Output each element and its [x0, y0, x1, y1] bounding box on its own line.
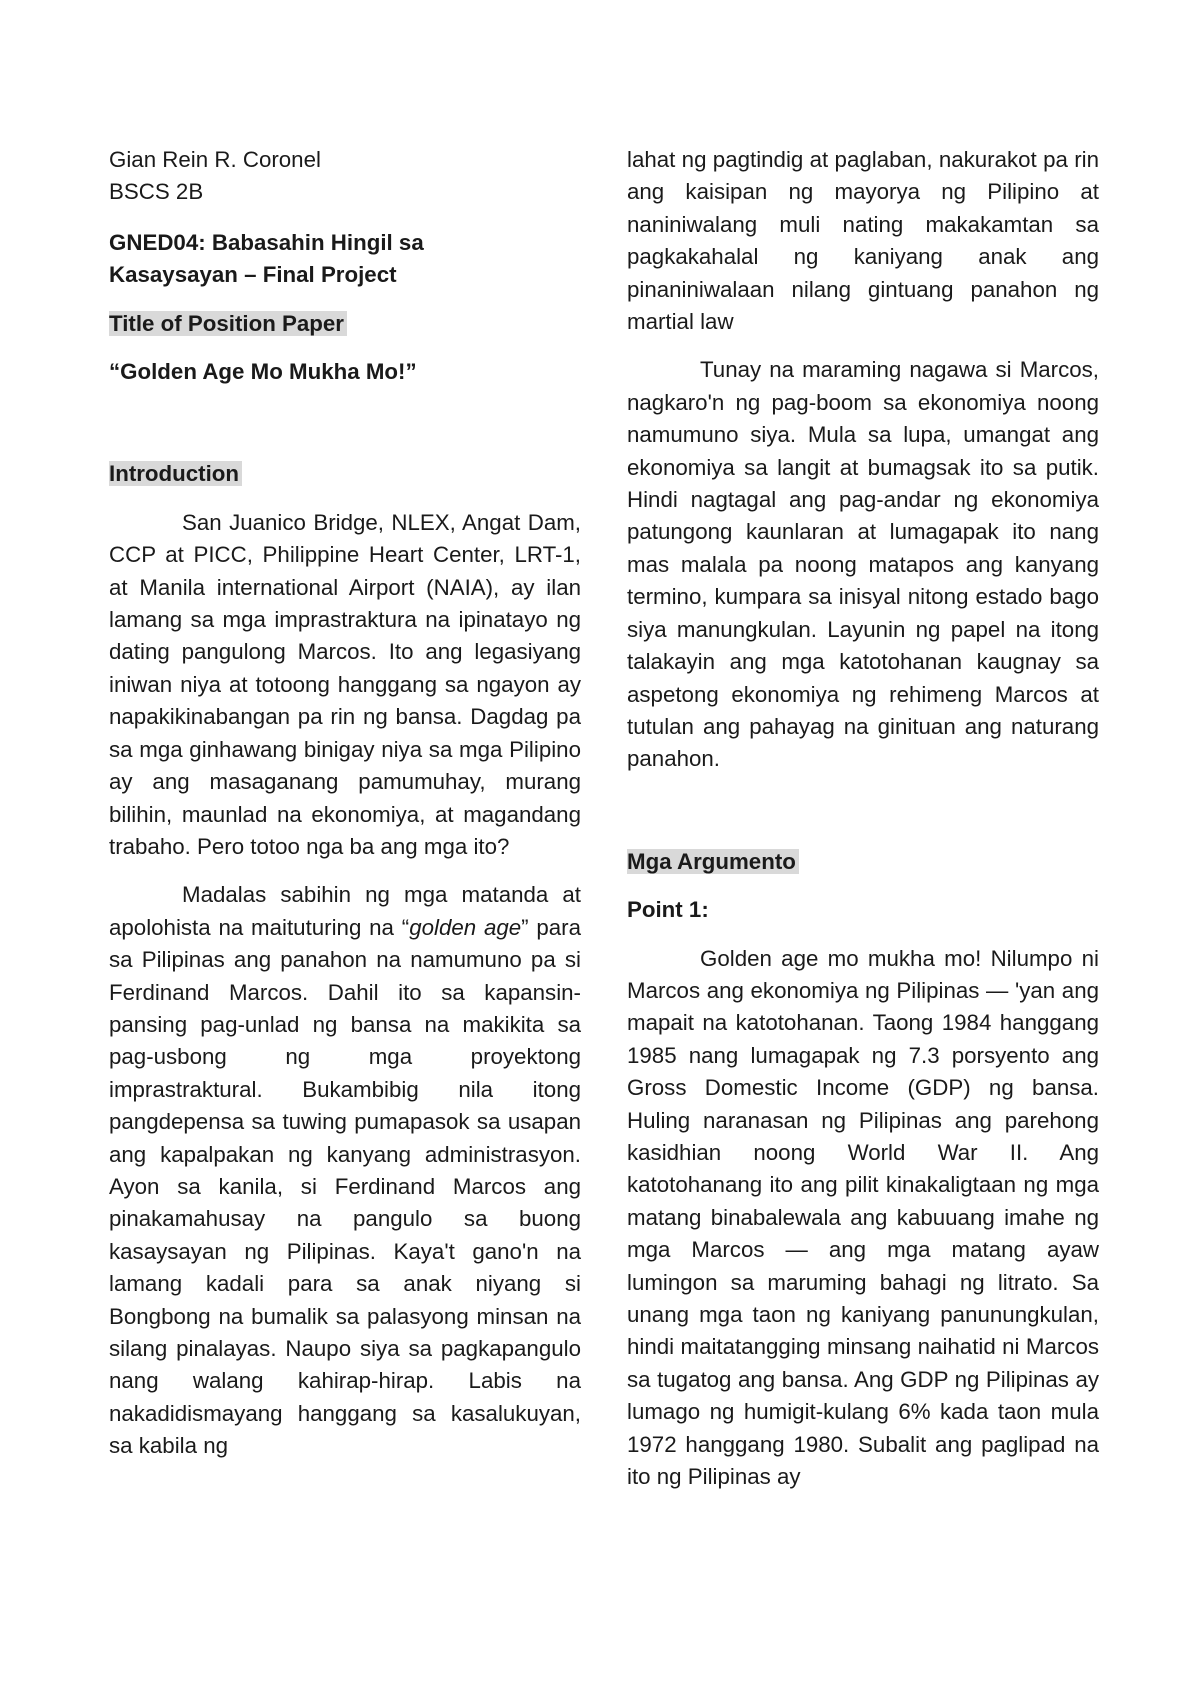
- course-title-line-1: GNED04: Babasahin Hingil sa: [109, 229, 424, 255]
- left-column: [109, 144, 581, 1463]
- p2-after: ” para sa Pilipinas ang panahon na namumuno pa si Ferdinand Marcos. Dahil ito sa kapansin-pansing pag-unlad ng bansa na makikita sa pag-usbong ng mga proyektong imprastraktural. Bukambibig nila itong pangdepensa sa tuwing pumapasok sa usapan ang kapalpakan ng kanyang administrasyon. Ayon sa kanila, si Ferdinand Marcos ang pinakamahusay na pangulo sa buong kasaysayan ng Pilipinas. Kaya't gano'n na lamang kadali para sa anak niyang si Bongbong na bumalik sa palasyong minsan na silang pinalayas. Naupo siya sa pagkapangulo nang walang kahirap-hirap. Labis na nakadidismayang hanggang sa kasalukuyan, sa kabila ng: [109, 914, 582, 1459]
- introduction-paragraph-2-start: [109, 879, 581, 1462]
- paper-title: “Golden Age Mo Mukha Mo!”: [109, 359, 417, 385]
- golden-age-emphasis: golden age: [409, 914, 522, 940]
- introduction-heading: Introduction: [109, 461, 242, 486]
- continued-text: lahat ng pagtindig at paglaban, nakurakot pa rin ang kaisipan ng mayorya ng Pilipino at naniniwalang muli nating makakamtan sa pagkakahalal ng kaniyang anak ang pinaniniwalaan nilang gintuang panahon ng martial law: [627, 147, 1099, 335]
- introduction-heading-wrap: [109, 458, 581, 490]
- point-1-label: Point 1:: [627, 897, 709, 923]
- p2-before: Madalas sabihin ng mga matanda at apolohista na maituturing na “: [109, 882, 581, 940]
- point-1-paragraph: Golden age mo mukha mo! Nilumpo ni Marcos ang ekonomiya ng Pilipinas — 'yan ang mapait na katotohanan. Taong 1984 hanggang 1985 nang lumagapak ng 7.3 porsyento ang Gross Domestic Income (GDP) ng bansa. Huling naranasan ng Pilipinas ang parehong kasidhian noong World War II. Ang katotohanang ito ang pilit kinakaligtaan ng mga matang binabalewala ang kabuuang imahe ng mga Marcos — ang mga matang ayaw lumingon sa maruming bahagi ng litrato. Sa unang mga taon ng kaniyang panunungkulan, hindi maitatangging minsang naihatid ni Marcos sa tugatog ang bansa. Ang GDP ng Pilipinas ay lumago ng humigit-kulang 6% kada taon mula 1972 hanggang 1980. Subalit ang paglipad na ito ng Pilipinas ay: [627, 945, 1099, 1490]
- arguments-heading: Mga Argumento: [627, 849, 799, 874]
- author-name: Gian Rein R. Coronel: [109, 147, 321, 172]
- introduction-paragraph-3: Tunay na maraming nagawa si Marcos, nagkaro'n ng pag-boom sa ekonomiya noong namumuno siya. Mula sa lupa, umangat ang ekonomiya sa langit at bumagsak ito sa putik. Hindi nagtagal ang pag-andar ng ekonomiya patungong kaunlaran at lumagapak ito nang mas malala pa noong matapos ang kanyang termino, kumpara sa inisyal nitong estado bago siya manungkulan. Layunin ng papel na itong talakayin ang mga katotohanan kaugnay sa aspetong ekonomiya ng rehimeng Marcos at tutulan ang pahayag na ginituan ang naturang panahon.: [627, 357, 1099, 772]
- title-heading-wrap: [109, 308, 581, 340]
- arguments-heading-wrap: [627, 846, 1099, 878]
- title-heading: Title of Position Paper: [109, 311, 347, 336]
- author-section: BSCS 2B: [109, 179, 204, 205]
- right-column: [627, 144, 1099, 1493]
- course-title-line-2: Kasaysayan – Final Project: [109, 262, 397, 288]
- introduction-paragraph-1: San Juanico Bridge, NLEX, Angat Dam, CCP at PICC, Philippine Heart Center, LRT-1, at Manila international Airport (NAIA), ay ilan lamang sa mga imprastraktura na ipinatayo ng dating pangulong Marcos. Ito ang legasiyang iniwan niya at totoong hanggang sa ngayon ay napakikinabangan pa rin ng bansa. Dagdag pa sa mga ginhawang binigay niya sa mga Pilipino ay ang masaganang pamumuhay, murang bilihin, maunlad na ekonomiya, at magandang trabaho. Pero totoo nga ba ang mga ito?: [109, 509, 581, 859]
